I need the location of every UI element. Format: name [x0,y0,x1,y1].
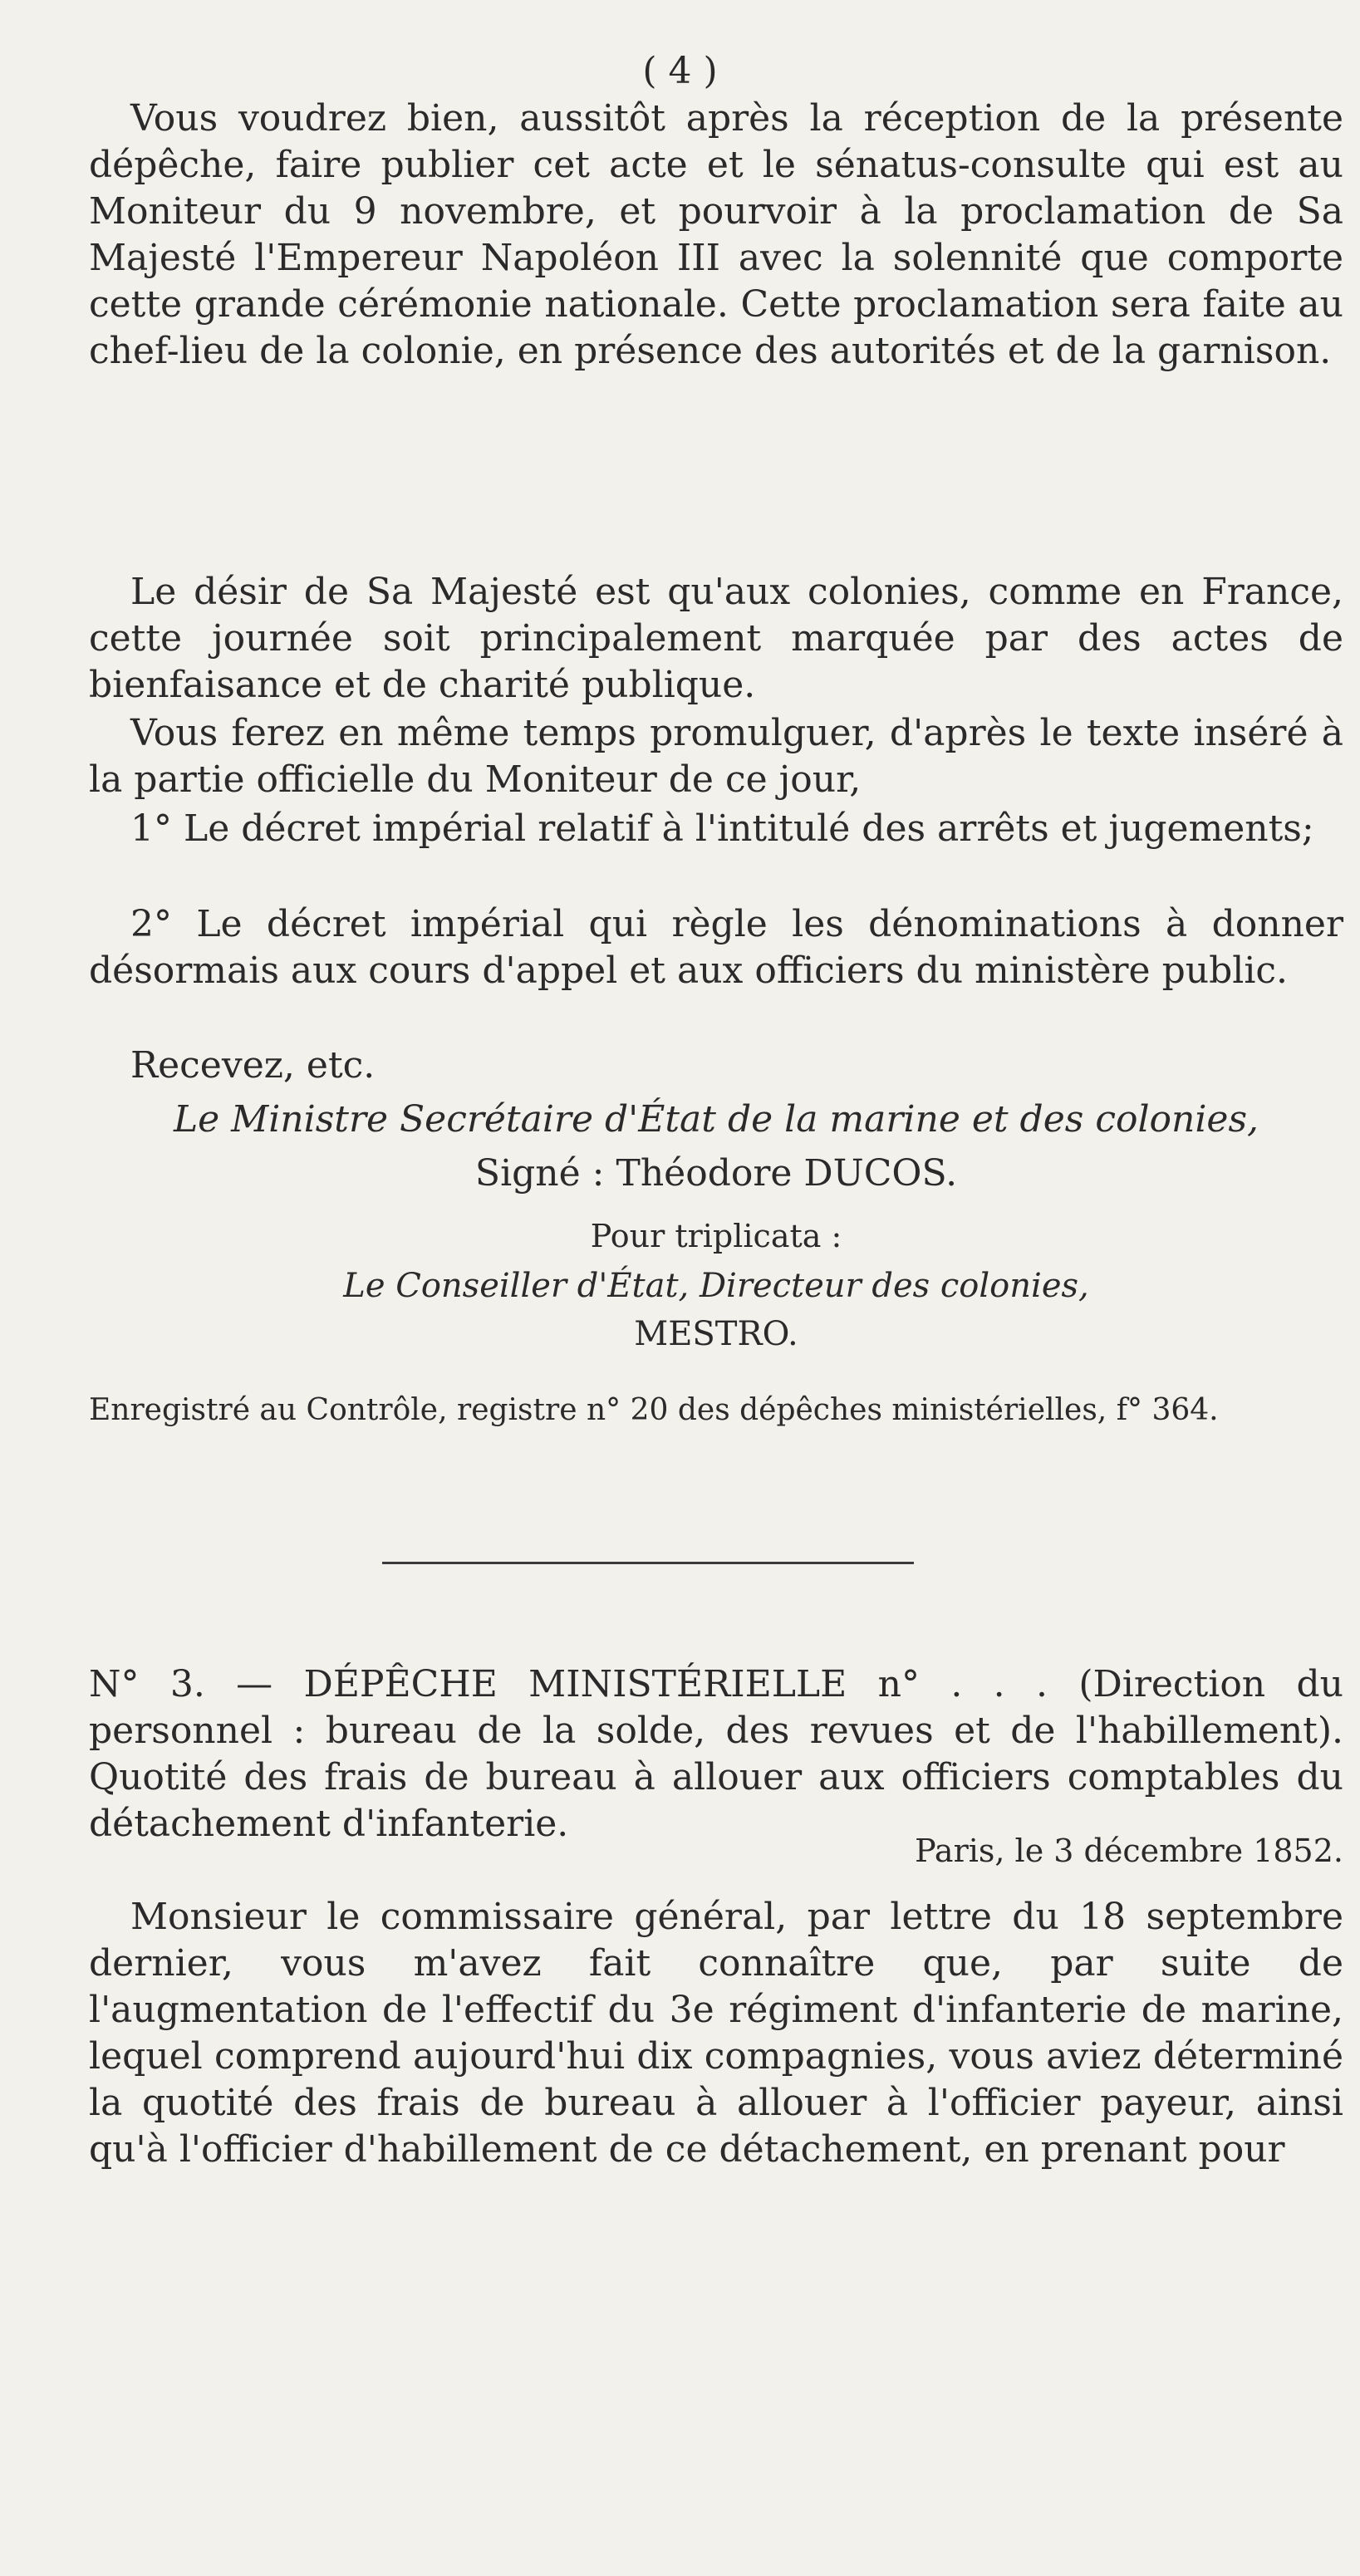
closing-formula: Recevez, etc. [130,1044,376,1087]
paragraph-proclamation: Vous voudrez bien, aussitôt après la réception de la présente dépêche, faire publier cet acte et le sénatus-consulte qui est au Moniteur du 9 novembre, et pourvoir à la proclamation de Sa Majesté l'Empereur Napoléon III avec la solennité que comporte cette grande cérémonie nationale. Cette proclamation sera faite au chef-lieu de la colonie, en présence des autorités et de la garnison. [89,97,1343,372]
dateline: Paris, le 3 décembre 1852. [915,1833,1343,1869]
list-item-decret-2: 2° Le décret impérial qui règle les dénominations à donner désormais aux cours d'appel et aux officiers du ministère public. [89,903,1343,992]
paragraph-promulgation: Vous ferez en même temps promulguer, d'après le texte inséré à la partie officielle du Moniteur de ce jour, [89,712,1343,801]
section-heading: N° 3. — DÉPÊCHE MINISTÉRIELLE n° . . . (Direction du personnel : bureau de la solde, des revues et de l'habillement). Quotité des frais de bureau à allouer aux officiers comptables du détachement d'infanterie. [89,1663,1343,1845]
page-number: ( 4 ) [642,50,718,92]
list-item-decret-1: 1° Le décret impérial relatif à l'intitulé des arrêts et jugements; [130,807,1314,850]
triplicata-name: MESTRO. [634,1315,798,1353]
paragraph-bienfaisance: Le désir de Sa Majesté est qu'aux colonies, comme en France, cette journée soit principalement marquée par des actes de bienfaisance et de charité publique. [89,571,1343,706]
section-divider [382,1562,914,1564]
registration-note: Enregistré au Contrôle, registre n° 20 des dépêches ministérielles, f° 364. [89,1393,1219,1427]
signature-name: Signé : Théodore DUCOS. [474,1152,958,1195]
triplicata-label: Pour triplicata : [590,1218,842,1254]
signature-title: Le Ministre Secrétaire d'État de la marine et des colonies, [173,1098,1259,1141]
triplicata-title: Le Conseiller d'État, Directeur des colonies, [343,1267,1089,1305]
paragraph-commissaire: Monsieur le commissaire général, par lettre du 18 septembre dernier, vous m'avez fait connaître que, par suite de l'augmentation de l'effectif du 3e régiment d'infanterie de marine, lequel comprend aujourd'hui dix compagnies, vous aviez déterminé la quotité des frais de bureau à allouer à l'officier payeur, ainsi qu'à l'officier d'habillement de ce détachement, en prenant pour [89,1896,1343,2171]
